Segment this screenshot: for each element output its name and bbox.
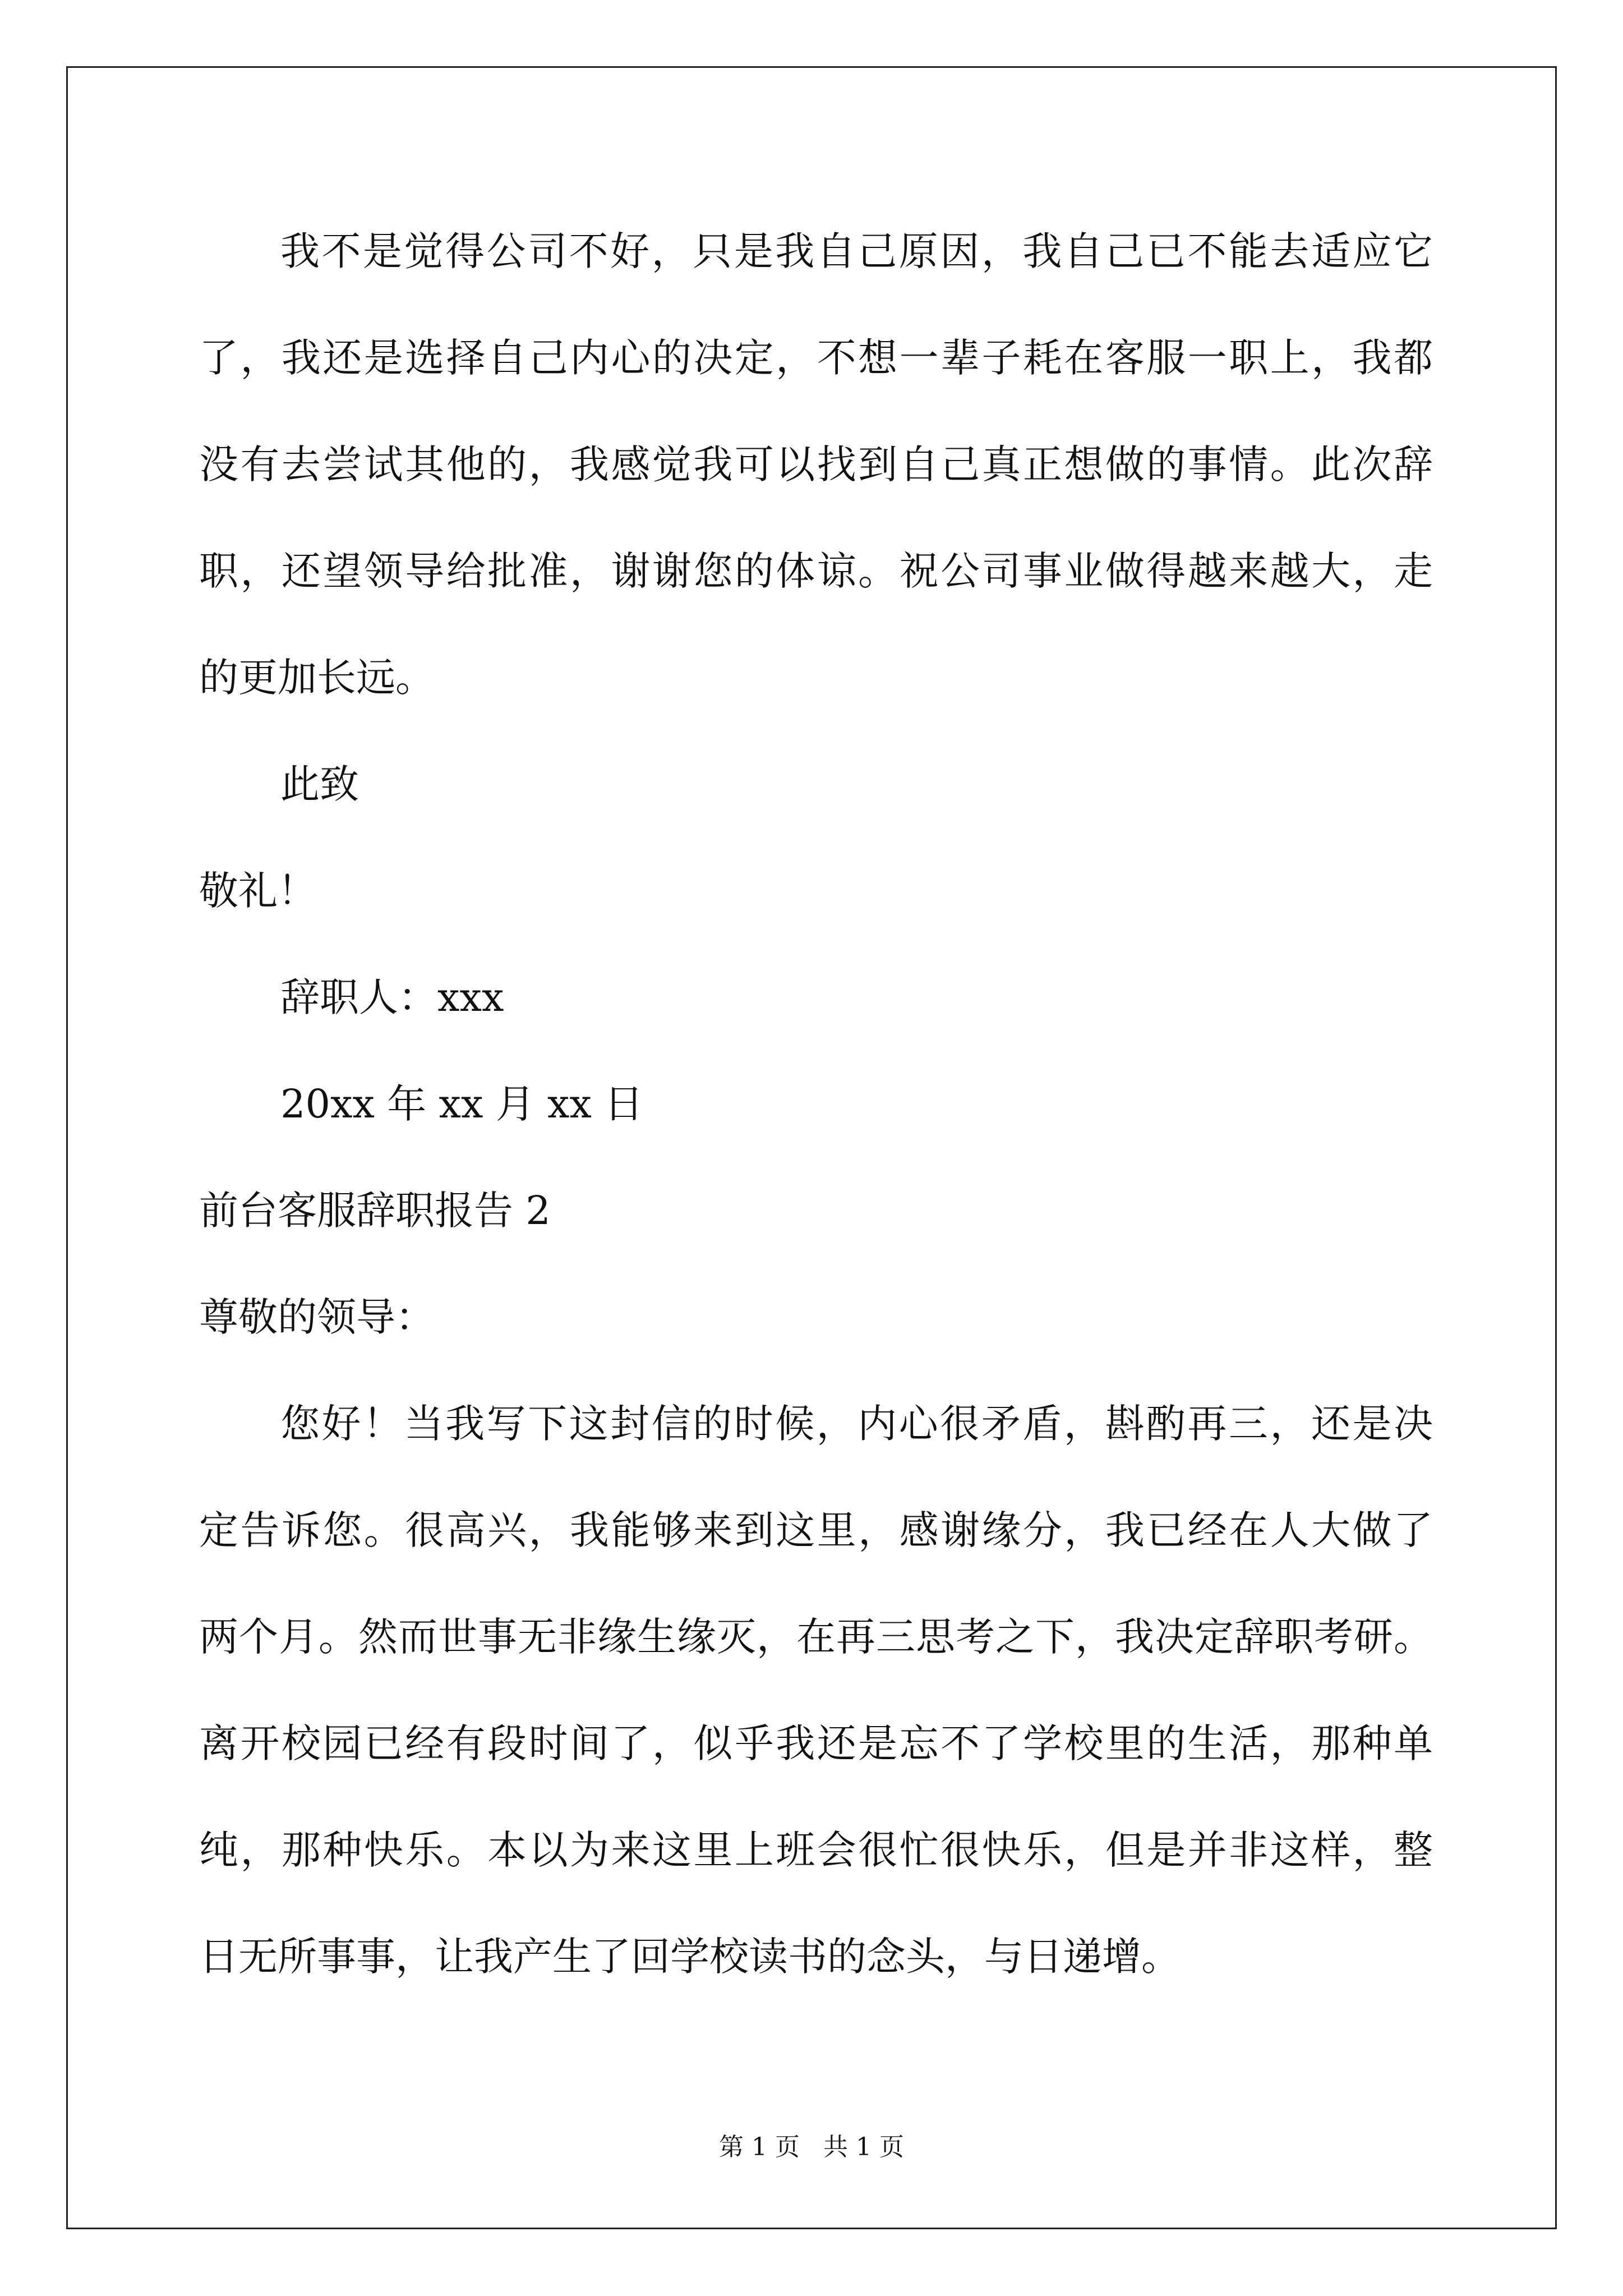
paragraph-line: 的更加长远。 — [199, 655, 435, 701]
paragraph-line: 了，我还是选择自己内心的决定，不想一辈子耗在客服一职上，我都 — [199, 335, 1433, 381]
salutation: 尊敬的领导： — [199, 1294, 435, 1340]
paragraph-line: 没有去尝试其他的，我感觉我可以找到自己真正想做的事情。此次辞 — [199, 441, 1433, 487]
paragraph-line: 您好！当我写下这封信的时候，内心很矛盾，斟酌再三，还是决 — [280, 1401, 1433, 1447]
paragraph-line: 定告诉您。很高兴，我能够来到这里，感谢缘分，我已经在人大做了 — [199, 1507, 1433, 1553]
signer-line: 辞职人：xxx — [280, 974, 504, 1020]
page-border — [66, 66, 1557, 2229]
page-footer — [0, 2132, 1623, 2163]
paragraph-line: 两个月。然而世事无非缘生缘灭，在再三思考之下，我决定辞职考研。 — [199, 1614, 1433, 1660]
paragraph-line: 我不是觉得公司不好，只是我自己原因，我自己已不能去适应它 — [280, 228, 1433, 274]
paragraph-line: 纯，那种快乐。本以为来这里上班会很忙很快乐，但是并非这样，整 — [199, 1827, 1433, 1873]
page-number: 第 1 页 — [719, 2133, 800, 2161]
page-total: 共 1 页 — [823, 2133, 904, 2161]
closing-jing-li: 敬礼！ — [199, 868, 317, 914]
date-line: 20xx 年 xx 月 xx 日 — [280, 1081, 644, 1127]
paragraph-line: 职，还望领导给批准，谢谢您的体谅。祝公司事业做得越来越大，走 — [199, 548, 1433, 594]
closing-ci-zhi: 此致 — [280, 761, 359, 807]
paragraph-line: 日无所事事，让我产生了回学校读书的念头，与日递增。 — [199, 1934, 1181, 1980]
section-title: 前台客服辞职报告 2 — [199, 1188, 551, 1234]
paragraph-line: 离开校园已经有段时间了，似乎我还是忘不了学校里的生活，那种单 — [199, 1720, 1433, 1766]
